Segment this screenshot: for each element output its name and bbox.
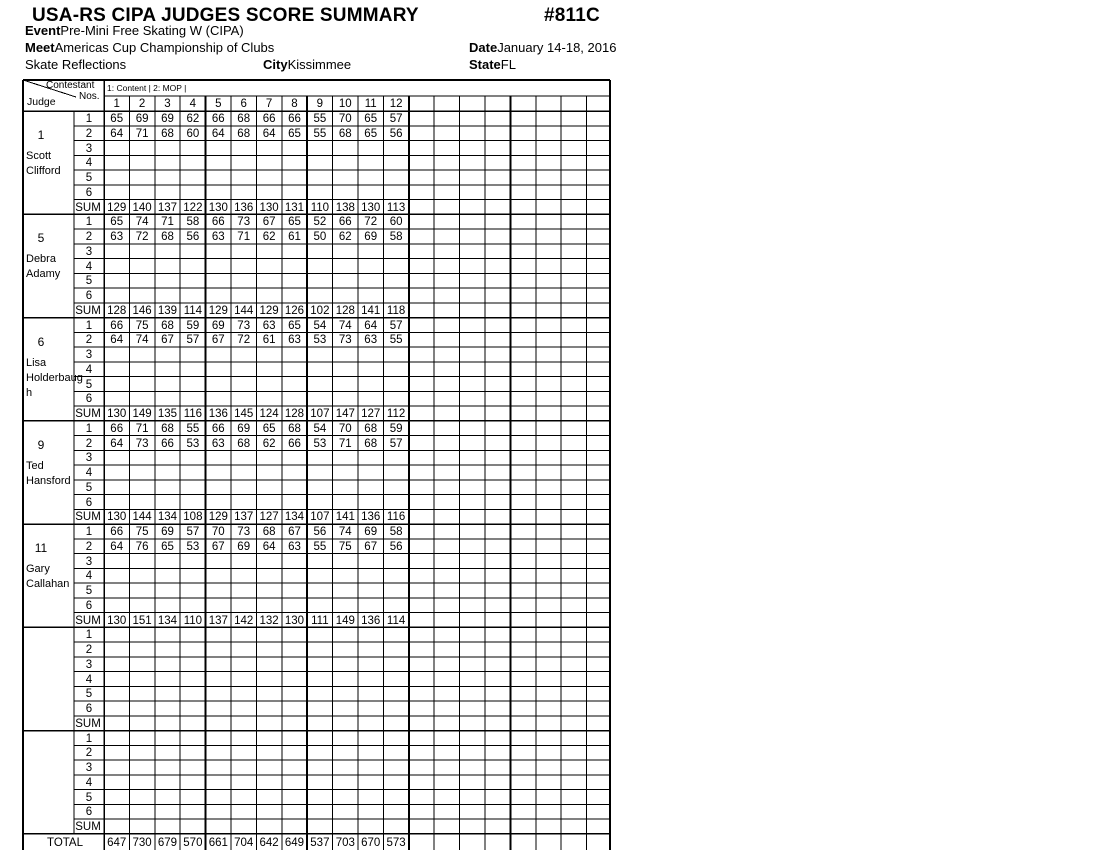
score-cell: 55 [186,422,200,435]
score-cell: 59 [186,319,200,332]
row-label: 1 [85,216,93,229]
row-label: 6 [85,393,93,406]
score-cell: 64 [364,319,378,332]
sum-cell: 137 [157,201,178,214]
judge-name-line: Gary [26,563,50,575]
sum-cell: 124 [259,408,279,420]
state-value: FL [500,57,516,72]
sum-cell: 132 [259,614,279,627]
sum-cell: 130 [361,201,381,214]
sum-cell: 129 [208,304,228,317]
score-cell: 74 [135,216,149,229]
score-legend: 1: Content | 2: MOP | [107,83,187,93]
row-label: 4 [85,467,93,479]
judge-name-line: Adamy [26,268,61,281]
score-cell: 69 [237,422,251,435]
score-cell: 68 [161,127,174,140]
score-cell: 52 [313,216,327,229]
row-label: 1 [85,113,93,125]
score-cell: 62 [262,231,276,243]
total-cell: 642 [259,836,279,849]
score-cell: 65 [364,127,378,140]
score-cell: 65 [364,113,378,125]
score-cell: 74 [338,319,352,332]
row-label: 2 [85,747,93,760]
sum-cell: 144 [132,511,152,524]
row-label: 5 [85,791,93,804]
score-cell: 63 [288,540,301,553]
score-cell: 66 [211,113,225,125]
sum-label: SUM [75,614,101,627]
row-label: 4 [85,363,93,376]
score-cell: 64 [262,127,276,140]
sum-cell: 111 [311,614,329,627]
event-value: Pre-Mini Free Skating W (CIPA) [60,23,244,38]
score-cell: 67 [262,216,276,229]
contestant-number: 6 [240,98,247,110]
row-label: 1 [85,732,93,745]
contestant-number: 3 [164,98,171,110]
score-cell: 57 [186,526,200,538]
nos-header: Nos. [79,91,100,102]
score-cell: 67 [211,540,225,553]
total-cell: 670 [361,836,381,849]
sum-cell: 136 [361,511,381,524]
score-cell: 68 [237,127,251,140]
score-cell: 55 [313,113,327,125]
score-cell: 70 [211,526,225,538]
sum-cell: 149 [132,408,152,420]
meet-label: Meet [25,40,55,55]
total-cell: 661 [208,836,228,849]
row-label: 2 [85,127,93,140]
row-label: 5 [85,688,93,701]
score-cell: 75 [338,540,352,553]
row-label: 2 [85,540,93,553]
sum-cell: 147 [335,408,355,420]
sum-cell: 129 [208,511,228,524]
score-cell: 64 [211,127,225,140]
score-cell: 68 [161,422,174,435]
sum-cell: 116 [183,408,203,420]
contestant-number: 8 [291,98,298,110]
score-cell: 71 [237,231,251,243]
row-label: 6 [85,186,93,199]
row-label: 3 [85,555,93,568]
score-cell: 73 [237,319,251,332]
score-cell: 63 [211,231,225,243]
sum-cell: 127 [361,408,381,420]
total-label: TOTAL [47,836,83,849]
score-cell: 69 [364,231,378,243]
row-label: 5 [85,378,93,391]
score-cell: 66 [110,319,124,332]
sum-cell: 102 [310,304,330,317]
row-label: 5 [85,481,93,494]
contestant-number: 11 [364,98,377,110]
score-cell: 68 [237,437,251,450]
date-value: January 14-18, 2016 [497,40,617,55]
score-cell: 66 [161,437,174,450]
row-label: 4 [85,157,93,170]
sum-cell: 134 [157,614,178,627]
sum-cell: 138 [335,201,355,214]
row-label: 3 [85,245,93,258]
score-cell: 61 [262,334,276,347]
sum-cell: 127 [259,511,279,524]
score-cell: 59 [389,422,403,435]
score-cell: 72 [135,231,149,243]
contestant-number: 7 [265,98,273,110]
sum-cell: 114 [386,614,406,627]
total-cell: 573 [386,836,406,849]
judge-name-line: Scott [26,150,52,162]
judge-number: 6 [37,334,45,349]
sum-cell: 134 [157,511,178,524]
sum-label: SUM [75,201,101,214]
sum-cell: 129 [107,201,127,214]
score-cell: 66 [110,526,124,538]
row-label: 4 [85,260,93,273]
score-cell: 58 [389,526,403,538]
score-cell: 69 [211,319,225,332]
sum-cell: 128 [284,408,305,420]
score-cell: 60 [389,216,403,229]
report-number: #811C [544,5,600,26]
meet-value: Americas Cup Championship of Clubs [54,40,275,55]
sum-cell: 139 [157,304,178,317]
sum-cell: 140 [132,201,152,214]
sum-cell: 107 [310,408,330,420]
score-cell: 55 [313,540,327,553]
score-cell: 73 [237,216,251,229]
score-cell: 67 [211,334,225,347]
score-cell: 61 [288,231,301,243]
sum-cell: 118 [386,304,406,317]
total-cell: 647 [107,836,127,849]
sum-cell: 110 [310,201,330,214]
row-label: 3 [85,349,93,361]
contestant-number: 12 [389,98,403,110]
judge-name-line: Debra [26,253,56,266]
score-cell: 64 [110,540,124,553]
judge-name-line: Clifford [26,165,61,177]
sum-cell: 141 [335,511,355,524]
score-cell: 69 [161,526,174,538]
score-cell: 68 [262,526,276,538]
sum-cell: 107 [310,511,330,524]
sum-cell: 112 [386,408,406,420]
score-cell: 57 [186,334,200,347]
score-cell: 69 [135,113,149,125]
score-cell: 62 [338,231,352,243]
score-cell: 66 [288,437,301,450]
score-cell: 56 [186,231,200,243]
sum-cell: 149 [335,614,355,627]
date-label: Date [469,40,498,55]
row-label: 1 [85,319,93,332]
city-value: Kissimmee [287,57,352,72]
city-label: City [263,57,288,72]
score-cell: 68 [338,127,352,140]
score-cell: 68 [364,422,378,435]
score-cell: 65 [288,319,301,332]
score-cell: 55 [389,334,403,347]
score-cell: 53 [186,540,200,553]
row-label: 1 [85,422,93,435]
row-label: 4 [85,673,93,686]
row-label: 6 [85,806,93,819]
score-cell: 68 [161,319,174,332]
score-cell: 63 [288,334,301,347]
score-cell: 75 [135,526,149,538]
sum-label: SUM [75,821,101,833]
row-label: 5 [85,172,93,184]
score-cell: 54 [313,422,327,435]
score-cell: 68 [288,422,301,435]
row-label: 2 [85,644,93,656]
contestant-number: 4 [189,98,197,110]
score-cell: 66 [211,216,225,229]
judge-number: 5 [37,231,45,246]
row-label: 5 [85,585,93,597]
row-label: 4 [85,776,93,789]
sum-cell: 144 [234,304,254,317]
score-cell: 69 [237,540,251,553]
row-label: 3 [85,762,93,774]
sum-cell: 114 [183,304,203,317]
row-label: 4 [85,570,93,583]
sum-cell: 126 [284,304,305,317]
score-cell: 64 [262,540,276,553]
row-label: 2 [85,437,93,450]
score-cell: 62 [262,437,276,450]
total-cell: 570 [183,836,203,849]
score-cell: 56 [389,540,403,553]
score-cell: 70 [338,113,352,125]
score-cell: 66 [110,422,124,435]
total-cell: 704 [234,836,254,849]
score-cell: 65 [110,113,124,125]
score-cell: 74 [135,334,149,347]
score-cell: 56 [389,127,403,140]
sum-cell: 137 [208,614,228,627]
row-label: 3 [85,452,93,465]
score-cell: 70 [338,422,352,435]
score-cell: 64 [110,127,124,140]
score-cell: 58 [389,231,403,243]
sum-cell: 110 [183,614,203,627]
row-label: 5 [85,275,93,288]
sum-label: SUM [75,511,101,524]
score-cell: 63 [364,334,378,347]
score-cell: 54 [313,319,327,332]
sum-cell: 151 [132,614,152,627]
sum-cell: 113 [386,201,406,214]
score-cell: 65 [288,216,301,229]
judge-name-line: Hansford [26,474,71,487]
score-cell: 74 [338,526,352,538]
score-cell: 69 [161,113,174,125]
sum-cell: 130 [208,201,228,214]
score-cell: 66 [211,422,225,435]
score-cell: 64 [110,437,124,450]
sum-cell: 131 [284,201,305,214]
sum-cell: 130 [107,511,127,524]
row-label: 1 [85,526,93,538]
score-cell: 65 [161,540,174,553]
sum-cell: 130 [107,408,127,420]
score-cell: 68 [237,113,251,125]
contestant-number: 2 [138,98,146,110]
score-cell: 65 [110,216,124,229]
score-cell: 71 [135,422,149,435]
score-cell: 55 [313,127,327,140]
row-label: 3 [85,658,93,671]
score-cell: 60 [186,127,200,140]
judge-number: 9 [37,437,45,452]
sum-cell: 129 [259,304,279,317]
sum-cell: 136 [361,614,381,627]
judge-name-line: Lisa [26,356,47,369]
sum-cell: 145 [234,408,254,420]
score-cell: 75 [135,319,149,332]
sum-cell: 135 [157,408,178,420]
score-cell: 53 [186,437,200,450]
sum-cell: 122 [183,201,203,214]
contestant-number: 1 [113,98,120,110]
page-title: USA-RS CIPA JUDGES SCORE SUMMARY [32,5,419,26]
state-label: State [469,57,501,72]
contestant-number: 10 [338,98,352,110]
sum-cell: 108 [183,511,203,524]
sum-cell: 116 [386,511,406,524]
sum-label: SUM [75,717,101,730]
judge-name-line: Ted [26,459,44,472]
sum-cell: 136 [234,201,254,214]
score-cell: 66 [288,113,301,125]
sum-cell: 130 [284,614,305,627]
score-cell: 76 [135,540,149,553]
sum-label: SUM [75,304,101,317]
score-cell: 71 [338,437,352,450]
score-cell: 57 [389,113,403,125]
total-cell: 730 [132,836,152,849]
judge-number: 1 [37,128,45,142]
score-cell: 57 [389,437,403,450]
contestant-number: 5 [215,98,222,110]
score-cell: 66 [338,216,352,229]
score-cell: 63 [110,231,124,243]
sum-cell: 142 [234,614,254,627]
judge-name-line: Holderbaug [26,371,83,384]
score-cell: 58 [186,216,200,229]
score-cell: 67 [288,526,301,538]
row-label: 6 [85,290,93,302]
score-cell: 65 [288,127,301,140]
score-cell: 72 [237,334,251,347]
row-label: 3 [85,142,93,155]
row-label: 1 [85,629,93,642]
score-cell: 73 [338,334,352,347]
row-label: 6 [85,496,93,509]
score-cell: 66 [262,113,276,125]
contestant-header: Contestant [46,80,95,91]
score-cell: 71 [135,127,149,140]
total-cell: 537 [310,836,330,849]
club-name: Skate Reflections [25,57,127,72]
sum-cell: 136 [208,408,228,420]
score-cell: 63 [211,437,225,450]
sum-cell: 128 [107,304,127,317]
sum-cell: 130 [107,614,127,627]
score-cell: 68 [364,437,378,450]
score-cell: 53 [313,334,327,347]
sum-cell: 130 [259,201,279,214]
sum-cell: 146 [132,304,152,317]
score-cell: 56 [313,526,327,538]
score-cell: 53 [313,437,327,450]
score-cell: 72 [364,216,378,229]
judge-header: Judge [27,96,56,108]
row-label: 6 [85,599,93,612]
judge-number: 11 [34,541,48,555]
score-cell: 67 [161,334,174,347]
sum-cell: 137 [234,511,254,524]
total-cell: 679 [157,836,178,849]
row-label: 2 [85,231,93,243]
score-cell: 64 [110,334,124,347]
score-cell: 73 [135,437,149,450]
total-cell: 649 [284,836,305,849]
score-cell: 65 [262,422,276,435]
score-cell: 71 [161,216,174,229]
score-cell: 69 [364,526,378,538]
sum-cell: 128 [335,304,355,317]
total-cell: 703 [335,836,355,849]
judge-name-line: Callahan [26,578,70,590]
judge-name-line: h [26,386,33,399]
contestant-number: 9 [316,98,324,110]
score-cell: 57 [389,319,403,332]
row-label: 2 [85,334,93,347]
score-cell: 62 [186,113,200,125]
score-cell: 68 [161,231,174,243]
sum-label: SUM [75,408,101,420]
score-cell: 63 [262,319,276,332]
score-cell: 50 [313,231,327,243]
score-cell: 67 [364,540,378,553]
sum-cell: 141 [361,304,381,317]
event-label: Event [25,23,61,38]
sum-cell: 134 [284,511,305,524]
row-label: 6 [85,703,93,715]
score-cell: 73 [237,526,251,538]
